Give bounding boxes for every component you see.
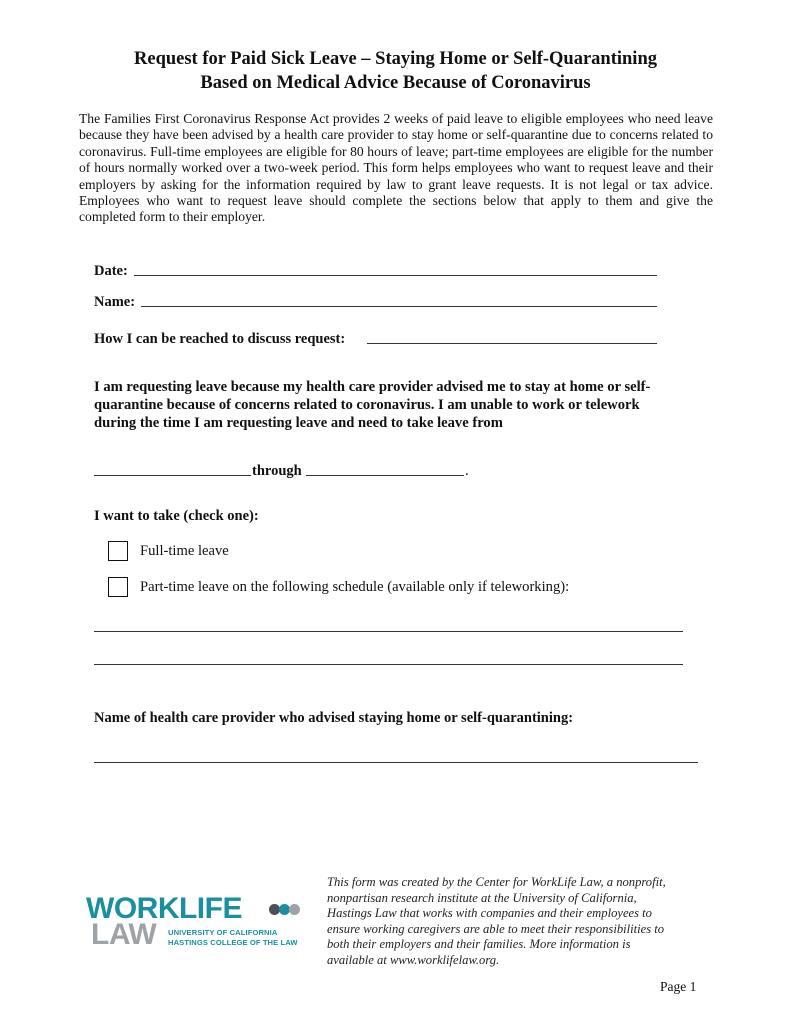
page-number: Page 1 (660, 979, 697, 994)
logo-worklife-text: WORKLIFE (86, 892, 242, 925)
footer-note: This form was created by the Center for WorkLife Law, a nonprofit, nonpartisan research institute at the University of California, Hastings Law that works with companies and their employees to ensure working caregivers are able to meet their responsibilities to both their employers and their families. More information is available at www.worklifelaw.org. (327, 875, 666, 967)
provider-label: Name of health care provider who advised staying home or self-quarantining: (94, 710, 574, 726)
through-label: through (252, 463, 302, 479)
leave-end-field[interactable] (306, 475, 464, 476)
name-label: Name: (94, 294, 136, 310)
part-time-checkbox[interactable] (108, 577, 128, 597)
name-field[interactable] (141, 306, 657, 307)
intro-paragraph: The Families First Coronavirus Response Act provides 2 weeks of paid leave to eligible employees who need leave because they have been advised by a health care provider to stay home or self-quarantine due to concerns related to coronavirus. Full-time employees are eligible for 80 hours of leave; part-time employees are eligible for the number of hours normally worked over a two-week period. This form helps employees who want to request leave and their employers by asking for the information required by law to grant leave requests. It is not legal or tax advice. Employees who want to request leave should complete the sections below that apply to them and give the completed form to their employer. (79, 111, 713, 225)
form-title-line1: Request for Paid Sick Leave – Staying Home or Self-Quarantining (134, 49, 657, 69)
schedule-line-1[interactable] (94, 631, 683, 632)
form-title-line2: Based on Medical Advice Because of Coronavirus (200, 73, 591, 93)
logo-college-text: HASTINGS COLLEGE OF THE LAW (168, 938, 298, 947)
logo-dot-gray (289, 904, 300, 915)
request-statement: I am requesting leave because my health care provider advised me to stay at home or self-quarantine because of concerns related to coronavirus. I am unable to work or telework during the time I am requesting leave and need to take leave from (94, 379, 651, 431)
leave-type-label: I want to take (check one): (94, 508, 259, 524)
contact-label: How I can be reached to discuss request: (94, 331, 346, 347)
logo-university-text: UNIVERSITY OF CALIFORNIA (168, 928, 278, 937)
period-mark: . (465, 463, 469, 479)
provider-field[interactable] (94, 762, 698, 763)
date-label: Date: (94, 263, 128, 279)
full-time-option-label: Full-time leave (140, 543, 229, 559)
logo-law-text: LAW (91, 918, 157, 951)
leave-start-field[interactable] (94, 475, 251, 476)
worklife-law-logo (86, 894, 316, 954)
contact-field[interactable] (367, 343, 657, 344)
part-time-option-label: Part-time leave on the following schedule (available only if teleworking): (140, 579, 570, 595)
date-field[interactable] (134, 275, 657, 276)
schedule-line-2[interactable] (94, 664, 683, 665)
full-time-checkbox[interactable] (108, 541, 128, 561)
